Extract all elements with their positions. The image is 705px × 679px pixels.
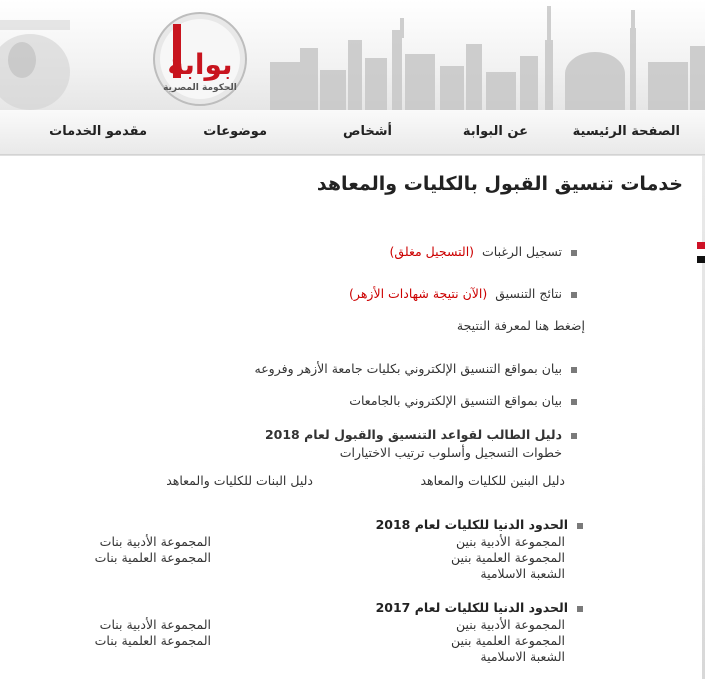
results-click-link[interactable]: إضغط هنا لمعرفة النتيجة [456, 318, 585, 333]
guide-girls-link[interactable]: دليل البنات للكليات والمعاهد [166, 473, 313, 488]
limits-2017-title: الحدود الدنيا للكليات لعام 2017 [375, 600, 568, 615]
results-status: (الآن نتيجة شهادات الأزهر) [349, 286, 488, 301]
limits-2017-islamic[interactable]: الشعبة الاسلامية [480, 649, 565, 664]
logo-sub-text: الحكومة المصرية [163, 83, 237, 93]
registration-status: (التسجيل مغلق) [389, 244, 475, 259]
main-navigation [0, 110, 705, 155]
student-guide-link[interactable]: دليل الطالب لقواعد التنسيق والقبول لعام 2018 [264, 427, 562, 442]
list-item-limits-2018 [376, 517, 583, 532]
nav-about[interactable]: عن البوابة [462, 124, 528, 139]
results-link[interactable]: نتائج التنسيق [495, 286, 562, 301]
logo-main-text: بوابة [167, 48, 233, 81]
limits-2018-title: الحدود الدنيا للكليات لعام 2018 [375, 517, 568, 532]
list-item-registration [390, 244, 577, 259]
bullet-icon [571, 250, 577, 256]
registration-link[interactable]: تسجيل الرغبات [482, 244, 562, 259]
limits-2017-literary-girls[interactable]: المجموعة الأدبية بنات [99, 617, 211, 632]
limits-2017-science-boys[interactable]: المجموعة العلمية بنين [450, 633, 565, 648]
bullet-icon [571, 367, 577, 373]
limits-2018-science-boys[interactable]: المجموعة العلمية بنين [450, 550, 565, 565]
azhar-sites-link[interactable]: بيان بمواقع التنسيق الإلكتروني بكليات جامعة الأزهر وفروعه [254, 361, 562, 376]
limits-2018-literary-girls[interactable]: المجموعة الأدبية بنات [99, 534, 211, 549]
bullet-icon [577, 523, 583, 529]
bullet-icon [571, 399, 577, 405]
nav-home[interactable]: الصفحة الرئيسية [572, 124, 680, 139]
limits-2017-literary-boys[interactable]: المجموعة الأدبية بنين [455, 617, 565, 632]
limits-2017-science-girls[interactable]: المجموعة العلمية بنات [94, 633, 211, 648]
limits-2018-islamic[interactable]: الشعبة الاسلامية [480, 566, 565, 581]
guide-boys-link[interactable]: دليل البنين للكليات والمعاهد [420, 473, 565, 488]
university-sites-link[interactable]: بيان بمواقع التنسيق الإلكتروني بالجامعات [349, 393, 562, 408]
list-item-azhar-sites [255, 361, 577, 376]
list-item-university-sites [349, 393, 577, 408]
nav-people[interactable]: أشخاص [343, 124, 392, 139]
list-item-student-guide [265, 427, 577, 442]
nav-service-providers[interactable]: مقدمو الخدمات [49, 124, 147, 139]
list-item-limits-2017 [376, 600, 583, 615]
guide-steps-link[interactable]: خطوات التسجيل وأسلوب ترتيب الاختيارات [339, 445, 562, 460]
portal-logo[interactable] [143, 10, 257, 108]
list-item-results [349, 286, 577, 301]
page-title: خدمات تنسيق القبول بالكليات والمعاهد [316, 173, 683, 195]
nav-topics[interactable]: موضوعات [203, 124, 267, 139]
egypt-flag-icon [697, 242, 705, 264]
site-header [0, 0, 705, 110]
main-content [0, 155, 705, 679]
bullet-icon [571, 433, 577, 439]
bullet-icon [577, 606, 583, 612]
bullet-icon [571, 292, 577, 298]
limits-2018-science-girls[interactable]: المجموعة العلمية بنات [94, 550, 211, 565]
limits-2018-literary-boys[interactable]: المجموعة الأدبية بنين [455, 534, 565, 549]
cairo-skyline-banner [0, 0, 705, 110]
